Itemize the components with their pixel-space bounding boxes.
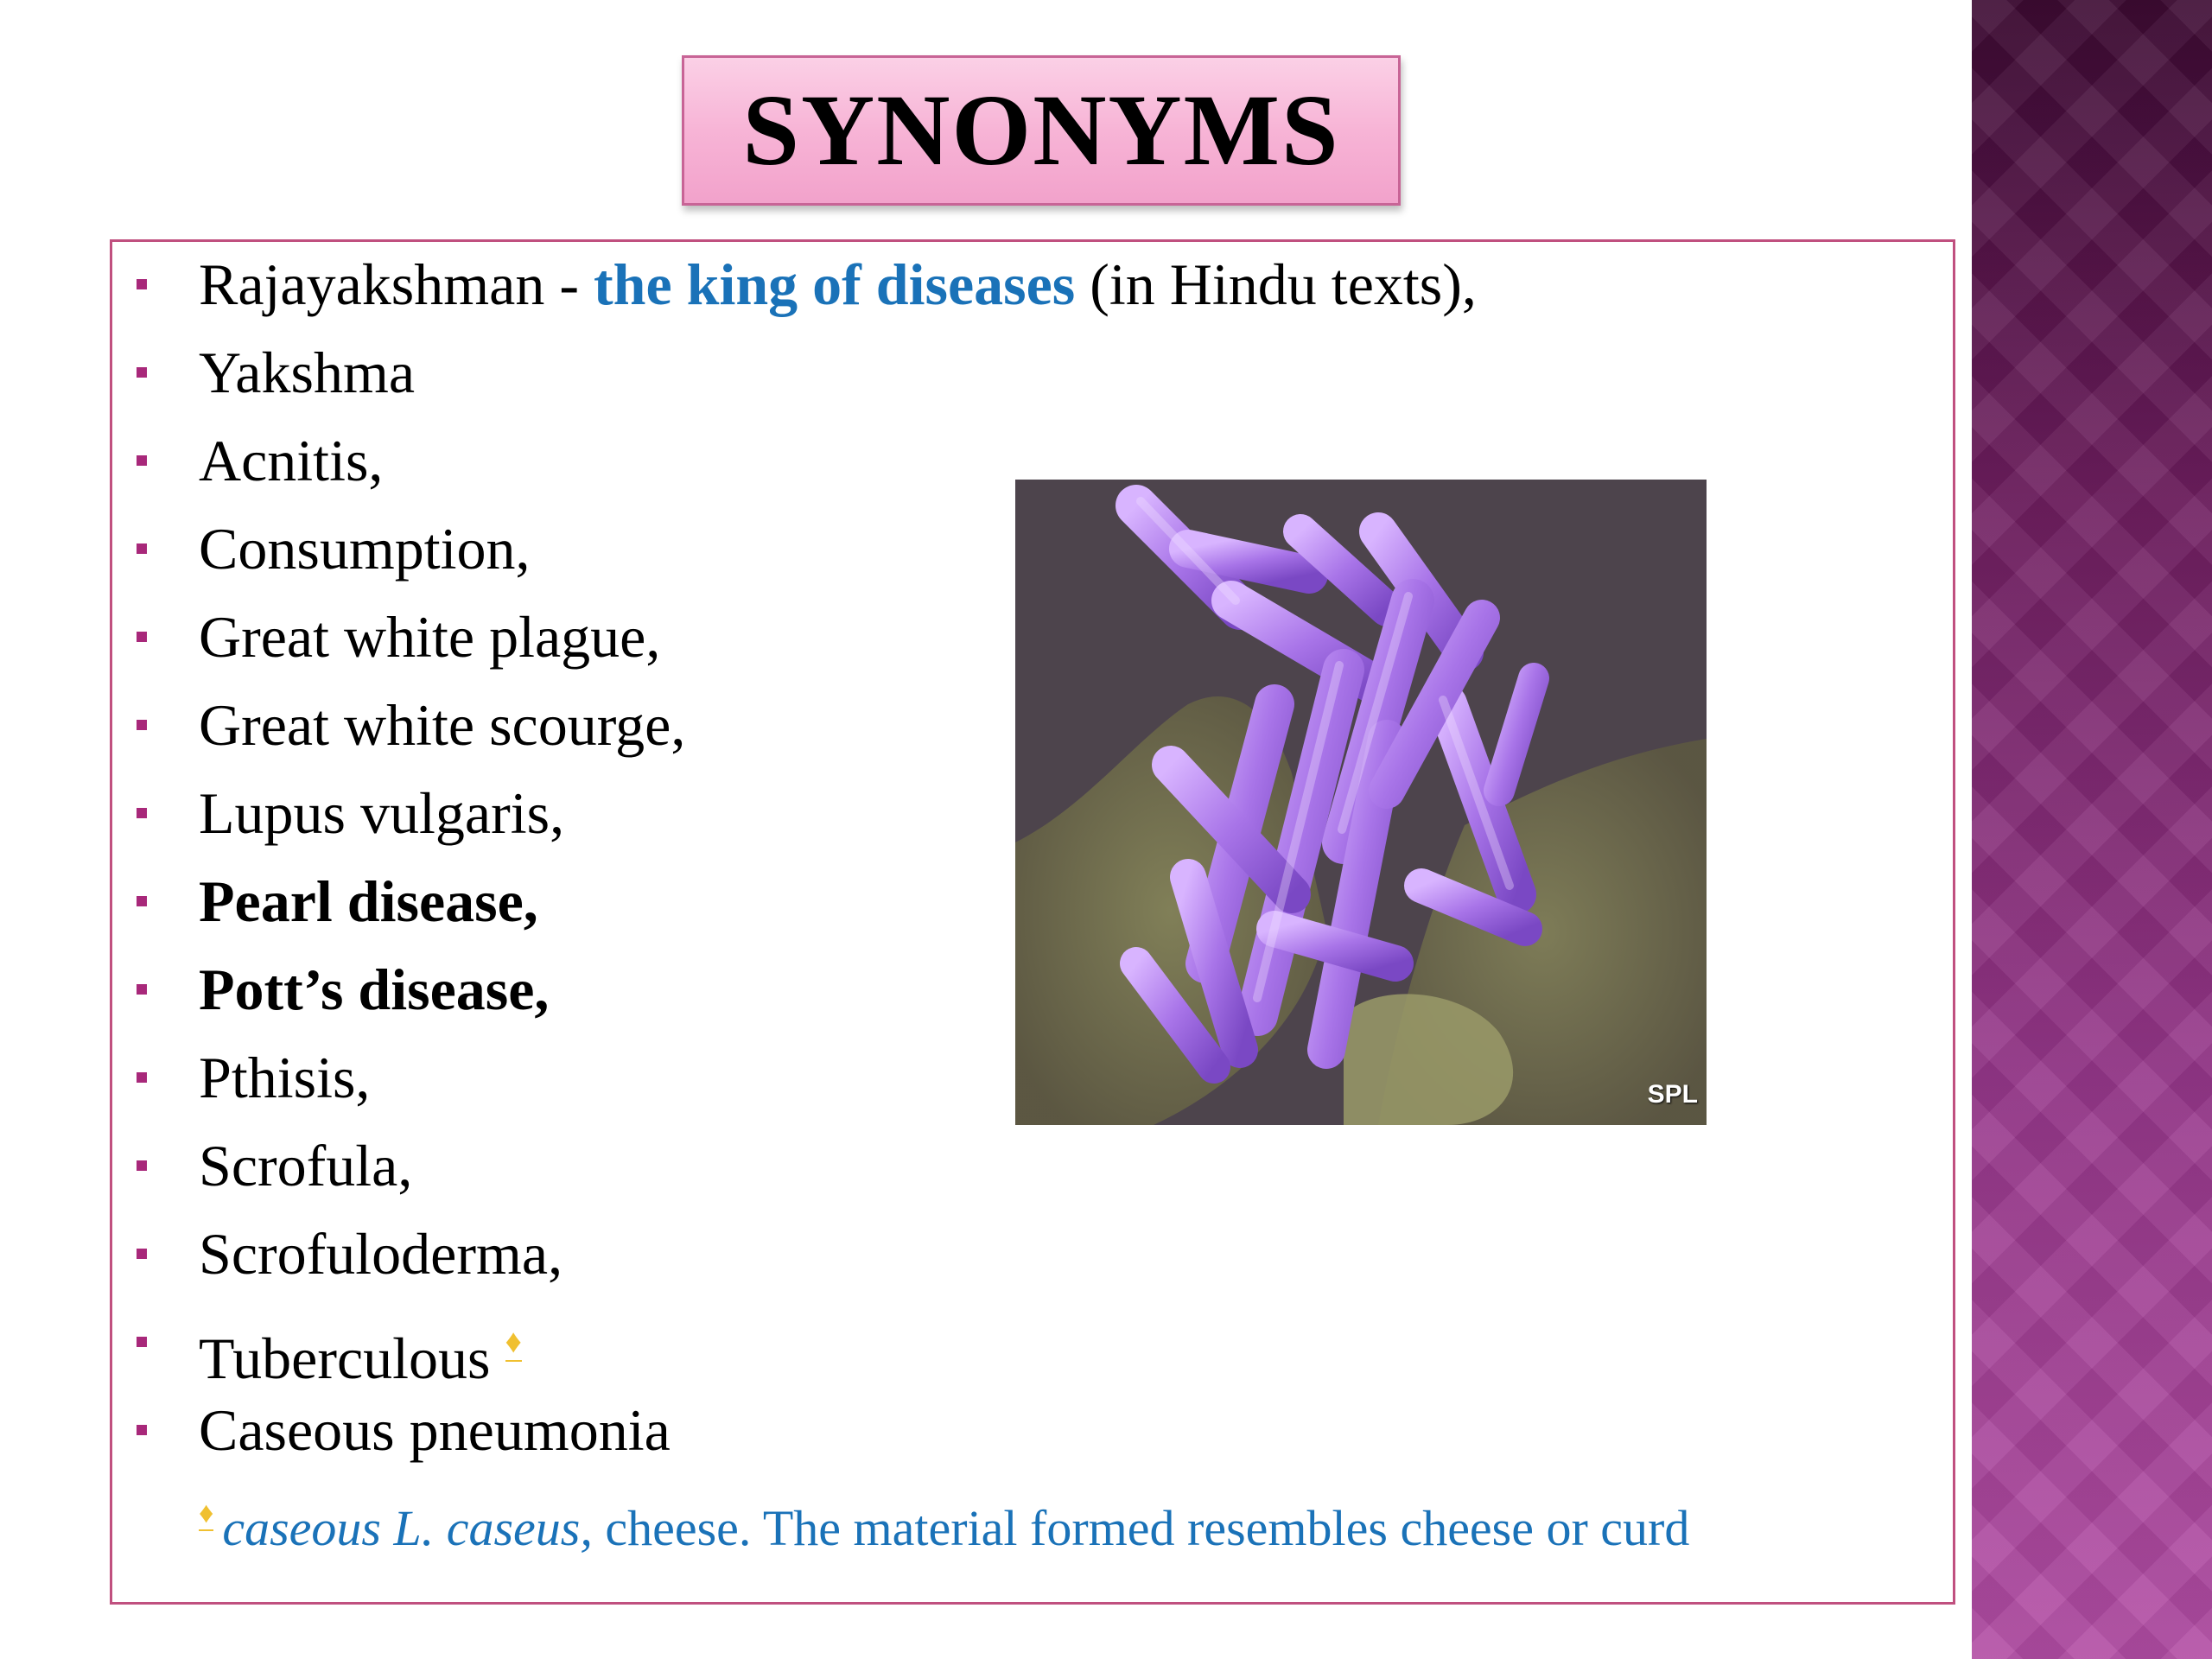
list-item: Scrofula, (131, 1122, 1477, 1210)
footnote-italic: caseous L. caseus, (222, 1500, 593, 1556)
list-item: Lupus vulgaris, (131, 769, 1477, 857)
slide-title: SYNONYMS (742, 73, 1340, 187)
list-item-tuberculous: Tuberculous (199, 1325, 491, 1391)
list-item: Great white plague, (131, 593, 1477, 681)
list-item (131, 1298, 1477, 1391)
list-item-suffix: (in Hindu texts), (1075, 251, 1477, 317)
list-item: Caseous pneumonia (131, 1386, 1477, 1474)
list-item-highlight: the king of diseases (593, 251, 1076, 317)
list-item: Yakshma (131, 328, 1477, 416)
list-item: Great white scourge, (131, 681, 1477, 769)
decorative-side-band (1972, 0, 2212, 1659)
title-box (682, 55, 1401, 206)
watermark: SPL (1647, 1080, 1698, 1109)
list-item: Pearl disease, (131, 857, 1477, 945)
list-item: Consumption, (131, 505, 1477, 593)
list-item: Pott’s disease, (131, 945, 1477, 1033)
list-item: Acnitis, (131, 416, 1477, 505)
footnote-text: cheese. The material formed resembles cheese or curd (592, 1500, 1690, 1556)
bacteria-micrograph (1015, 480, 1707, 1125)
footnote (199, 1479, 1689, 1563)
dagger-icon: ♦ (505, 1324, 522, 1360)
dagger-icon: ♦ (199, 1497, 214, 1529)
list-item-prefix: Rajayakshman - (199, 251, 594, 317)
bacteria-illustration (1015, 480, 1707, 1125)
list-item: Pthisis, (131, 1033, 1477, 1122)
list-item: Scrofuloderma, (131, 1210, 1477, 1298)
list-item (131, 240, 1477, 328)
